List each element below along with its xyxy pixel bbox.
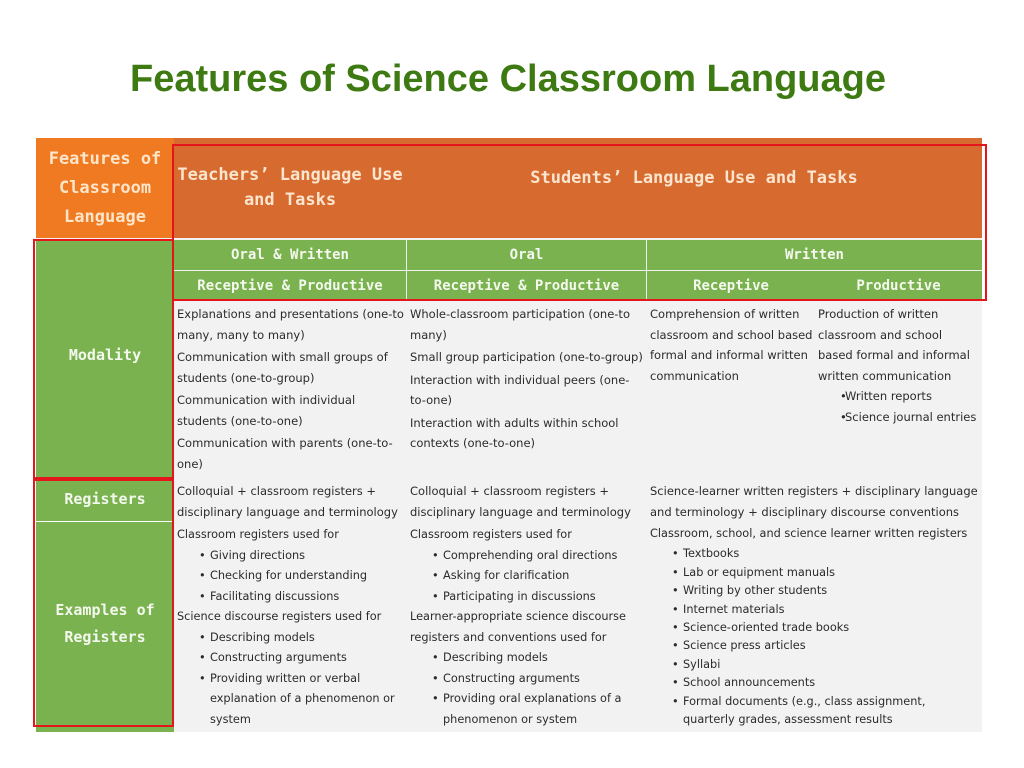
examples-written-item: • Internet materials	[650, 601, 980, 619]
registers-oral-text: Colloquial + classroom registers + disciplinary language and terminology	[410, 484, 631, 519]
examples-teacher-item: • Providing written or verbal explanation of a phenomenon or system	[177, 669, 404, 731]
examples-oral-item: • Comprehending oral directions	[410, 546, 644, 567]
row-divider	[36, 521, 174, 522]
registers-written-text: Science-learner written registers + disciplinary language and terminology + disciplinary discourse conventions	[650, 484, 978, 519]
student-written-header: Written	[647, 240, 982, 270]
registers-oral-cell	[407, 479, 646, 522]
modality-productive-cell	[815, 302, 982, 434]
modality-oral-item: Interaction with individual peers (one-to-one)	[410, 372, 630, 407]
examples-oral-item: • Providing oral explanations of a phenomenon or system	[410, 689, 644, 730]
features-table	[36, 138, 982, 732]
modality-productive-item: • Written reports	[818, 386, 980, 407]
written-productive-header: Productive	[815, 271, 982, 300]
student-oral-header: Oral	[407, 240, 646, 270]
modality-oral-item: Interaction with adults within school contexts (one-to-one)	[410, 415, 619, 450]
registers-written-cell	[647, 479, 982, 522]
examples-written-item: • Lab or equipment manuals	[650, 564, 980, 582]
examples-written-cell	[647, 523, 982, 732]
examples-teacher-intro: Classroom registers used for	[177, 528, 339, 541]
written-receptive-header: Receptive	[647, 271, 815, 300]
modality-productive-item: • Science journal entries	[818, 407, 980, 428]
examples-written-item: • Formal documents (e.g., class assignment, quarterly grades, assessment results	[650, 693, 980, 730]
registers-teacher-text: Colloquial + classroom registers + disciplinary language and terminology	[177, 484, 398, 519]
examples-teacher-item: • Checking for understanding	[177, 566, 404, 587]
modality-productive-text: Production of written classroom and school based formal and informal written communication	[818, 307, 970, 383]
examples-written-item: • Writing by other students	[650, 582, 980, 600]
examples-oral-item: • Asking for clarification	[410, 566, 644, 587]
examples-written-item: • School announcements	[650, 674, 980, 692]
examples-written-item: • Science press articles	[650, 637, 980, 655]
examples-teacher-item: • Facilitating discussions	[177, 587, 404, 608]
registers-teacher-cell	[174, 479, 406, 522]
examples-written-intro: Classroom, school, and science learner written registers	[650, 527, 968, 540]
teacher-sub-header: Receptive & Productive	[174, 271, 406, 300]
teachers-header-text: Teachers’ Language Use and Tasks	[177, 165, 403, 210]
modality-teacher-item: Explanations and presentations (one-to many, many to many)	[177, 307, 404, 342]
modality-oral-item: Small group participation (one-to-group)	[410, 350, 643, 364]
modality-written-empty	[647, 435, 982, 478]
modality-receptive-cell	[647, 302, 815, 434]
row-label-registers: Registers	[64, 489, 146, 508]
oral-sub-header: Receptive & Productive	[407, 271, 646, 300]
examples-oral-item: • Participating in discussions	[410, 587, 644, 608]
examples-teacher-item: • Describing models	[177, 628, 404, 649]
examples-written-item: • Textbooks	[650, 545, 980, 563]
modality-teacher-item: Communication with parents (one-to-one)	[177, 436, 393, 471]
examples-written-item: • Syllabi	[650, 656, 980, 674]
corner-header-text: Features of Classroom Language	[48, 148, 162, 227]
teachers-header	[174, 138, 406, 238]
teacher-mode-header: Oral & Written	[174, 240, 406, 270]
examples-written-item: • Science-oriented trade books	[650, 619, 980, 637]
modality-receptive-text: Comprehension of written classroom and school based formal and informal written communication	[650, 307, 813, 383]
examples-teacher-intro2: Science discourse registers used for	[177, 610, 382, 623]
examples-oral-item: • Constructing arguments	[410, 669, 644, 690]
examples-oral-intro2: Learner-appropriate science discourse registers and conventions used for	[410, 610, 626, 644]
students-header	[406, 138, 982, 238]
examples-teacher-cell	[174, 523, 406, 732]
modality-teacher-item: Communication with small groups of students (one-to-group)	[177, 350, 388, 385]
modality-oral-item: Whole-classroom participation (one-to many)	[410, 307, 630, 342]
students-header-text: Students’ Language Use and Tasks	[530, 167, 858, 188]
modality-teacher-item: Communication with individual students (one-to-one)	[177, 393, 356, 428]
corner-header	[36, 138, 174, 238]
examples-oral-intro: Classroom registers used for	[410, 528, 572, 541]
slide-title: Features of Science Classroom Language	[129, 58, 886, 100]
examples-oral-cell	[407, 523, 646, 732]
examples-teacher-item: • Constructing arguments	[177, 648, 404, 669]
examples-teacher-item: • Giving directions	[177, 546, 404, 567]
row-label-examples: Examples of Registers	[55, 601, 155, 646]
examples-oral-item: • Describing models	[410, 648, 644, 669]
row-label-modality: Modality	[68, 345, 142, 364]
modality-teacher-cell	[174, 302, 406, 478]
modality-oral-cell	[407, 302, 646, 478]
